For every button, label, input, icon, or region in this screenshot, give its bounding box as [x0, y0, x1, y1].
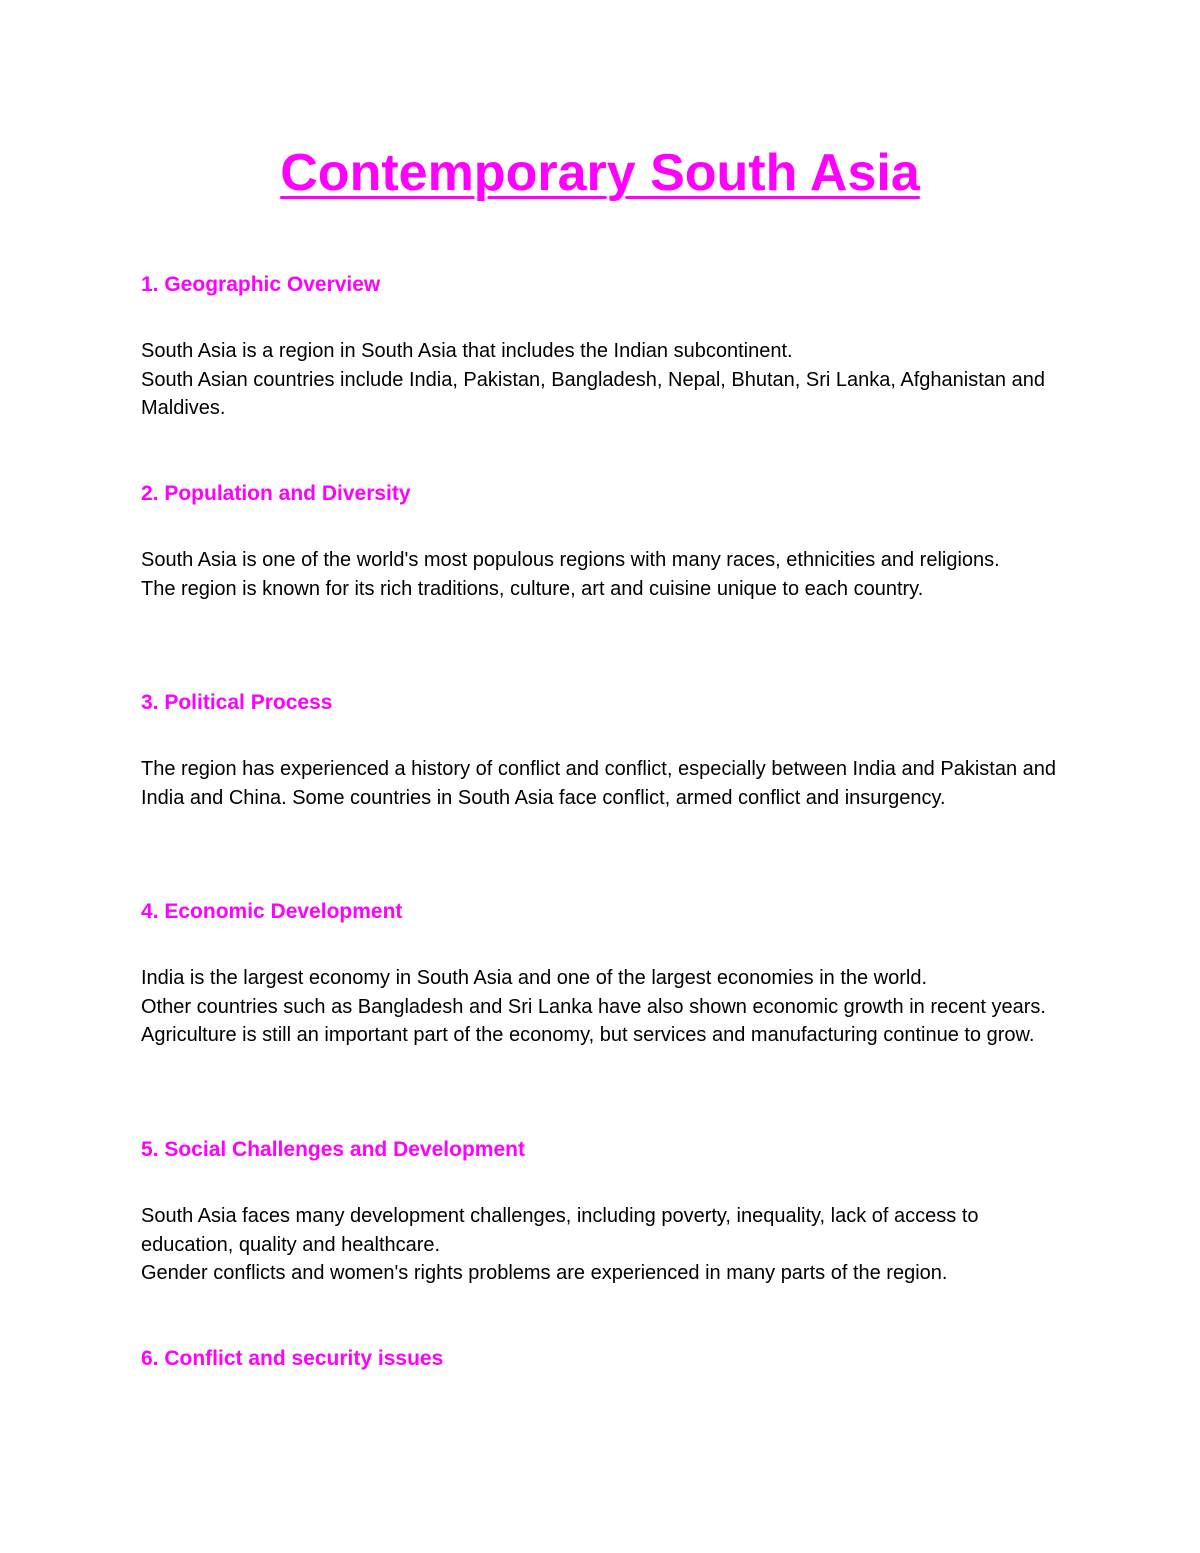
paragraph: Gender conflicts and women's rights problems are experienced in many parts of the region. — [141, 1262, 948, 1284]
section-geographic-overview — [141, 270, 1071, 423]
section-body — [141, 755, 1071, 812]
section-body — [141, 337, 1071, 423]
section-heading: 6. Conflict and security issues — [141, 1347, 444, 1370]
section-heading: 1. Geographic Overview — [141, 273, 381, 296]
paragraph: The region is known for its rich traditions, culture, art and cuisine unique to each country. — [141, 577, 924, 600]
section-population-diversity — [141, 479, 1071, 603]
section-economic-development — [141, 897, 1071, 1050]
paragraph: Other countries such as Bangladesh and Sri Lanka have also shown economic growth in recent years. Agriculture is still an important part of the economy, but services and manufacturing continue to grow. — [141, 995, 1046, 1046]
section-political-process — [141, 688, 1071, 812]
paragraph: South Asian countries include India, Pakistan, Bangladesh, Nepal, Bhutan, Sri Lanka, Afghanistan and Maldives. — [141, 368, 1045, 419]
section-body — [141, 1202, 1071, 1288]
section-conflict-security — [141, 1344, 1071, 1374]
section-body — [141, 964, 1071, 1050]
paragraph: South Asia is a region in South Asia that includes the Indian subcontinent. — [141, 340, 793, 362]
section-heading: 5. Social Challenges and Development — [141, 1138, 525, 1161]
document-title: Contemporary South Asia — [280, 144, 920, 202]
section-heading: 3. Political Process — [141, 691, 333, 714]
section-body — [141, 546, 1071, 603]
section-heading: 4. Economic Development — [141, 900, 403, 923]
section-heading: 2. Population and Diversity — [141, 482, 411, 505]
paragraph: South Asia is one of the world's most populous regions with many races, ethnicities and religions. — [141, 549, 1000, 571]
paragraph: South Asia faces many development challenges, including poverty, inequality, lack of access to education, quality and healthcare. — [141, 1205, 979, 1256]
paragraph: The region has experienced a history of conflict and conflict, especially between India and Pakistan and India and China. Some countries in South Asia face conflict, armed conflict and insurgency. — [141, 758, 1056, 809]
section-social-challenges — [141, 1135, 1071, 1288]
paragraph: India is the largest economy in South Asia and one of the largest economies in the world. — [141, 967, 928, 989]
